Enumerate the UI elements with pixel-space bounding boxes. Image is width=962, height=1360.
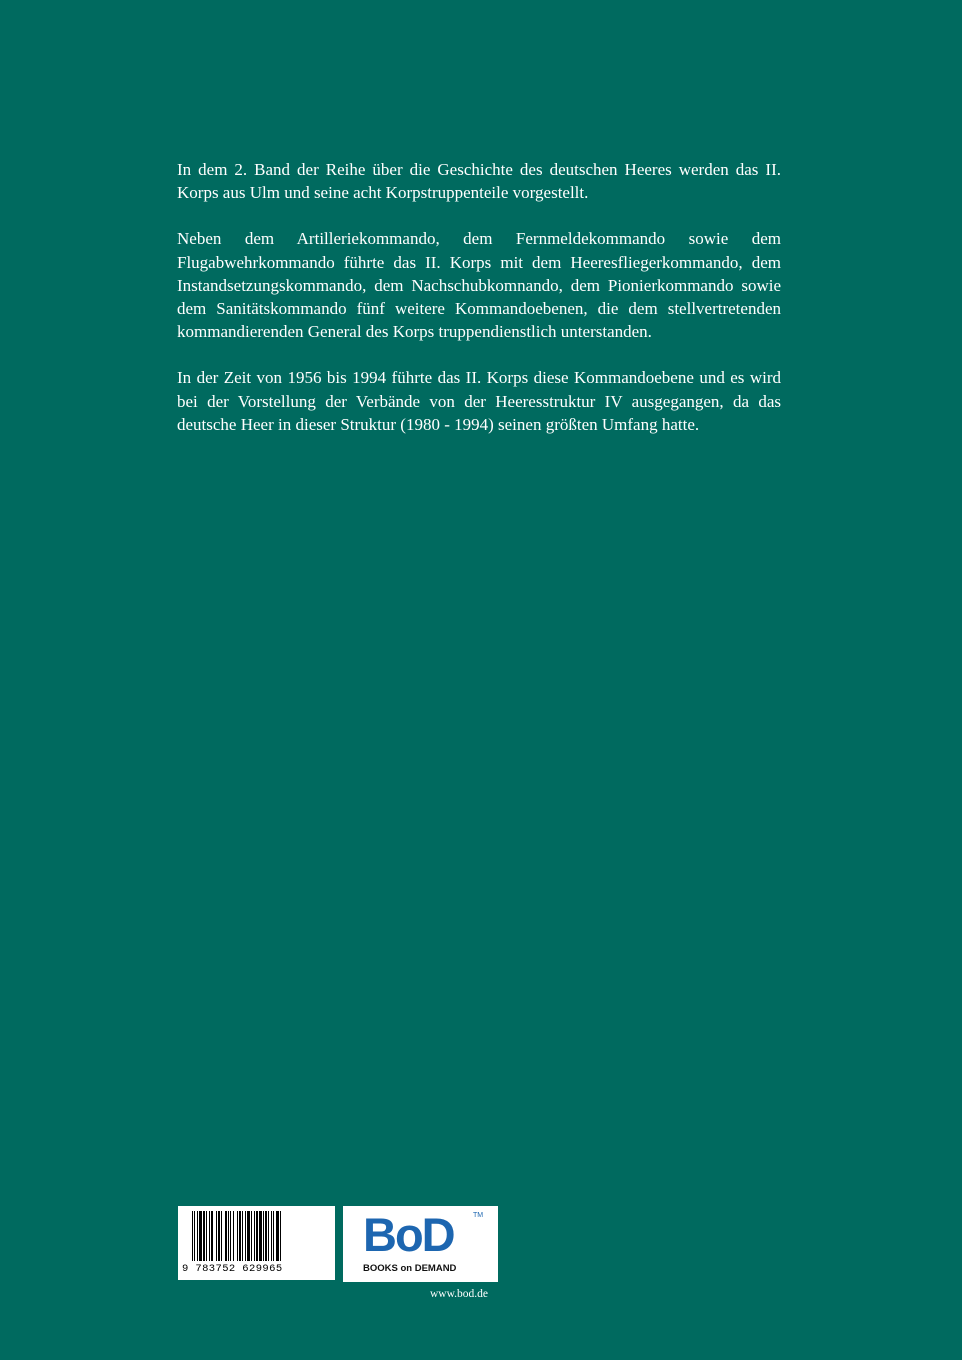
barcode-bar	[206, 1211, 207, 1261]
barcode-bar	[276, 1211, 279, 1261]
barcode-bar	[271, 1211, 272, 1261]
blurb-paragraph-1: In dem 2. Band der Reihe über die Geschichte des deutschen Heeres werden das II. Korps aus Ulm und seine acht Korpstruppenteile vorgestellt.	[177, 160, 781, 203]
barcode-bar	[247, 1211, 250, 1261]
barcode-bars	[192, 1211, 322, 1261]
blurb-paragraph-2: Neben dem Artilleriekommando, dem Fernmeldekommando sowie dem Flugabwehrkommando führte das II. Korps mit dem Heeresfliegerkommando, dem Instandsetzungskommando, dem Nachschubkomnando, dem Pionierkommando sowie dem Sanitätskommando fünf weitere Kommandoebenen, die dem stellvertretenden kommandierenden General des Korps truppendienstlich unterstanden.	[177, 229, 781, 342]
barcode-bar	[225, 1211, 227, 1261]
barcode-bar	[211, 1211, 213, 1261]
isbn-digits: 9 783752 629965	[182, 1263, 283, 1275]
trademark-symbol: TM	[473, 1212, 484, 1219]
barcode-bar	[245, 1211, 246, 1261]
publisher-logo-subtitle: BOOKS on DEMAND	[363, 1263, 457, 1274]
barcode-bar	[242, 1211, 243, 1261]
barcode-bar	[251, 1211, 252, 1261]
publisher-logo	[343, 1206, 498, 1282]
barcode-bar	[209, 1211, 210, 1261]
barcode-bar	[237, 1211, 238, 1261]
barcode-bar	[194, 1211, 195, 1261]
barcode-bar	[230, 1211, 231, 1261]
barcode-bar	[280, 1211, 281, 1261]
barcode-bar	[268, 1211, 269, 1261]
barcode-bar	[263, 1211, 264, 1261]
barcode-bar	[259, 1211, 262, 1261]
barcode-bar	[216, 1211, 217, 1261]
barcode-bar	[273, 1211, 274, 1261]
barcode-bar	[203, 1211, 205, 1261]
blurb-paragraph-3: In der Zeit von 1956 bis 1994 führte das II. Korps diese Kommandoebene und es wird bei der Vorstellung der Verbände von der Heeresstruktur IV ausgegangen, da das deutsche Heer in dieser Struktur (1980 - 1994) seinen größten Umfang hatte.	[177, 368, 781, 434]
barcode-bar	[239, 1211, 241, 1261]
barcode-bar	[192, 1211, 193, 1261]
barcode-bar	[197, 1211, 198, 1261]
barcode-bar	[221, 1211, 222, 1261]
barcode-bar	[254, 1211, 255, 1261]
barcode-bar	[228, 1211, 229, 1261]
blurb-text	[177, 158, 781, 459]
barcode-bar	[256, 1211, 258, 1261]
barcode-bar	[265, 1211, 267, 1261]
barcode-bar	[218, 1211, 220, 1261]
publisher-logo-mark: BoD	[363, 1208, 454, 1261]
isbn-barcode	[178, 1206, 335, 1280]
publisher-website: www.bod.de	[430, 1288, 489, 1300]
barcode-bar	[199, 1211, 202, 1261]
barcode-bar	[233, 1211, 234, 1261]
